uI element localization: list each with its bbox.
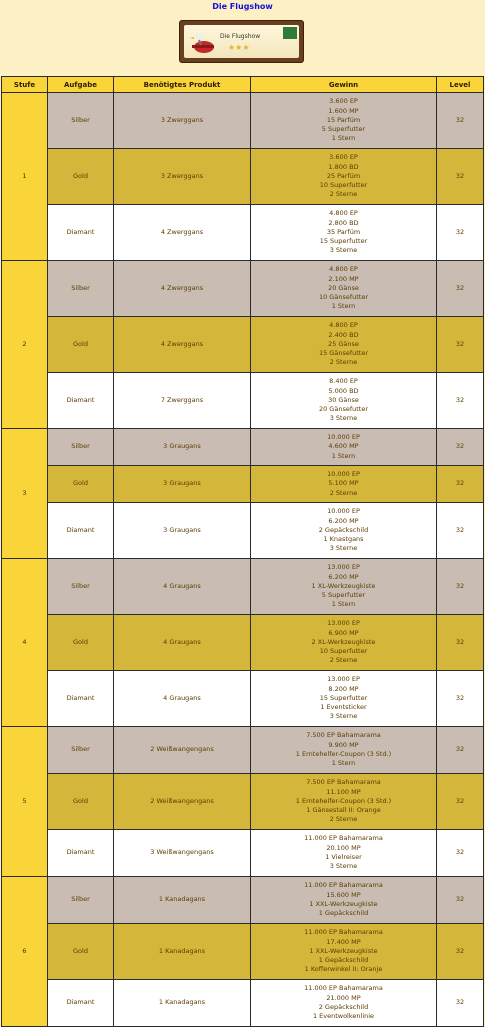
- stufe-cell: 3: [2, 429, 48, 559]
- aufgabe-cell: Silber: [48, 93, 114, 149]
- ribbon-icon: [283, 27, 297, 39]
- aufgabe-cell: Gold: [48, 774, 114, 830]
- gewinn-line: 1 Eventsticker: [320, 703, 367, 712]
- gewinn-line: 2 XL-Werkzeugkiste: [311, 637, 376, 646]
- produkt-cell: 4 Zwerggans: [114, 261, 251, 317]
- gewinn-cell: [251, 205, 437, 261]
- rewards-table: [1, 76, 484, 1027]
- gewinn-line: 25 Gänse: [328, 339, 359, 348]
- gewinn-line: 1 Eventwolkenlinie: [312, 1012, 375, 1021]
- goose-icon: [188, 28, 218, 58]
- produkt-cell: 4 Zwerggans: [114, 205, 251, 261]
- header-level: Level: [437, 77, 484, 93]
- gewinn-line: 4.800 EP: [329, 265, 358, 274]
- table-row: [2, 727, 484, 774]
- gewinn-line: 2 Sterne: [329, 358, 358, 367]
- header-gewinn: Gewinn: [251, 77, 437, 93]
- aufgabe-cell: Gold: [48, 466, 114, 503]
- gewinn-line: 4.800 EP: [329, 209, 358, 218]
- table-row: [2, 466, 484, 503]
- gewinn-line: 13.000 EP: [327, 619, 360, 628]
- gewinn-line: 3 Sterne: [329, 414, 358, 423]
- table-row: [2, 261, 484, 317]
- gewinn-line: 15 Superfutter: [319, 693, 368, 702]
- page-title[interactable]: Die Flugshow: [212, 2, 273, 11]
- stufe-cell: 6: [2, 877, 48, 1027]
- gewinn-cell: [251, 830, 437, 877]
- level-cell: 32: [437, 466, 484, 503]
- gewinn-line: 5 Superfutter: [321, 125, 366, 134]
- gewinn-cell: [251, 317, 437, 373]
- stufe-cell: 2: [2, 261, 48, 429]
- gewinn-line: 6.200 MP: [328, 516, 359, 525]
- gewinn-line: 15.600 MP: [326, 890, 361, 899]
- level-cell: 32: [437, 93, 484, 149]
- header-aufgabe: Aufgabe: [48, 77, 114, 93]
- aufgabe-cell: Silber: [48, 559, 114, 615]
- level-cell: 32: [437, 671, 484, 727]
- table-header-row: [2, 77, 484, 93]
- gewinn-line: 13.000 EP: [327, 675, 360, 684]
- gewinn-line: 1 Stern: [331, 759, 356, 768]
- gewinn-line: 1.800 BD: [328, 162, 359, 171]
- gewinn-cell: [251, 559, 437, 615]
- table-row: [2, 559, 484, 615]
- gewinn-line: 1 Kofferwinkel II: Oranje: [304, 965, 383, 974]
- table-row: [2, 503, 484, 559]
- gewinn-line: 20.100 MP: [326, 843, 361, 852]
- gewinn-cell: [251, 980, 437, 1027]
- gewinn-line: 11.000 EP Bahamarama: [304, 881, 383, 890]
- gewinn-cell: [251, 466, 437, 503]
- gewinn-line: 10.000 EP: [327, 507, 360, 516]
- gewinn-line: 6.200 MP: [328, 572, 359, 581]
- gewinn-line: 4.600 MP: [328, 442, 359, 451]
- gewinn-line: 2 Gepäckschild: [318, 525, 369, 534]
- aufgabe-cell: Gold: [48, 924, 114, 980]
- level-cell: 32: [437, 774, 484, 830]
- gewinn-line: 20 Gänse: [328, 283, 359, 292]
- gewinn-line: 2.800 BD: [328, 218, 359, 227]
- produkt-cell: 4 Graugans: [114, 615, 251, 671]
- gewinn-line: 2 Sterne: [329, 656, 358, 665]
- level-cell: 32: [437, 559, 484, 615]
- level-cell: 32: [437, 503, 484, 559]
- banner-label: Die Flugshow: [220, 33, 261, 40]
- gewinn-cell: [251, 877, 437, 924]
- table-row: [2, 924, 484, 980]
- produkt-cell: 2 Weißwangengans: [114, 774, 251, 830]
- stufe-cell: 1: [2, 93, 48, 261]
- table-row: [2, 93, 484, 149]
- gewinn-cell: [251, 261, 437, 317]
- gewinn-cell: [251, 727, 437, 774]
- level-cell: 32: [437, 149, 484, 205]
- aufgabe-cell: Silber: [48, 727, 114, 774]
- gewinn-line: 8.200 MP: [328, 684, 359, 693]
- gewinn-line: 1 Erntehelfer-Coupon (3 Std.): [295, 796, 392, 805]
- gewinn-cell: [251, 93, 437, 149]
- gewinn-line: 10.000 EP: [327, 433, 360, 442]
- gewinn-line: 3 Sterne: [329, 862, 358, 871]
- gewinn-line: 3.600 EP: [329, 97, 358, 106]
- table-row: [2, 671, 484, 727]
- level-cell: 32: [437, 373, 484, 429]
- gewinn-line: 10 Superfutter: [319, 181, 368, 190]
- gewinn-line: 6.900 MP: [328, 628, 359, 637]
- produkt-cell: 4 Graugans: [114, 671, 251, 727]
- gewinn-line: 7.500 EP Bahamarama: [306, 778, 381, 787]
- gewinn-line: 1 Stern: [331, 451, 356, 460]
- gewinn-cell: [251, 373, 437, 429]
- gewinn-line: 17.400 MP: [326, 937, 361, 946]
- gewinn-line: 1 Stern: [331, 302, 356, 311]
- gewinn-line: 20 Gänsefutter: [318, 405, 369, 414]
- gewinn-cell: [251, 149, 437, 205]
- gewinn-line: 21.000 MP: [326, 993, 361, 1002]
- gewinn-line: 5 Superfutter: [321, 591, 366, 600]
- quest-banner-frame: [179, 20, 304, 63]
- level-cell: 32: [437, 317, 484, 373]
- gewinn-line: 9.900 MP: [328, 740, 359, 749]
- gewinn-line: 11.000 EP Bahamarama: [304, 928, 383, 937]
- gewinn-line: 2 Sterne: [329, 815, 358, 824]
- gewinn-line: 1 Erntehelfer-Coupon (3 Std.): [295, 750, 392, 758]
- gewinn-line: 2.400 BD: [328, 330, 359, 339]
- gewinn-line: 15 Gänsefutter: [318, 349, 369, 358]
- stufe-cell: 5: [2, 727, 48, 877]
- gewinn-line: 2 Sterne: [329, 190, 358, 199]
- gewinn-line: 3 Sterne: [329, 246, 358, 255]
- gewinn-cell: [251, 924, 437, 980]
- gewinn-line: 1 Gepäckschild: [318, 909, 369, 918]
- gewinn-line: 1 Stern: [331, 600, 356, 609]
- aufgabe-cell: Gold: [48, 317, 114, 373]
- gewinn-line: 10 Gänsefutter: [318, 293, 369, 302]
- level-cell: 32: [437, 727, 484, 774]
- table-row: [2, 774, 484, 830]
- level-cell: 32: [437, 980, 484, 1027]
- star-icons: ★★★: [228, 43, 250, 52]
- header-produkt: Benötigtes Produkt: [114, 77, 251, 93]
- stufe-cell: 4: [2, 559, 48, 727]
- level-cell: 32: [437, 261, 484, 317]
- aufgabe-cell: Diamant: [48, 503, 114, 559]
- gewinn-cell: [251, 774, 437, 830]
- produkt-cell: 3 Graugans: [114, 466, 251, 503]
- gewinn-line: 1 Gepäckschild: [318, 956, 369, 965]
- table-row: [2, 830, 484, 877]
- table-row: [2, 877, 484, 924]
- aufgabe-cell: Gold: [48, 615, 114, 671]
- gewinn-line: 1.600 MP: [328, 106, 359, 115]
- table-body: [2, 93, 484, 1027]
- aufgabe-cell: Silber: [48, 429, 114, 466]
- gewinn-line: 5.100 MP: [328, 479, 359, 488]
- level-cell: 32: [437, 429, 484, 466]
- gewinn-line: 1 Vielreiser: [325, 853, 362, 861]
- gewinn-line: 30 Gänse: [328, 395, 359, 404]
- produkt-cell: 1 Kanadagans: [114, 980, 251, 1027]
- gewinn-cell: [251, 671, 437, 727]
- gewinn-line: 1 Knastgans: [323, 535, 364, 544]
- level-cell: 32: [437, 877, 484, 924]
- aufgabe-cell: Diamant: [48, 671, 114, 727]
- aufgabe-cell: Gold: [48, 149, 114, 205]
- produkt-cell: 4 Zwerggans: [114, 317, 251, 373]
- gewinn-cell: [251, 429, 437, 466]
- aufgabe-cell: Diamant: [48, 205, 114, 261]
- gewinn-line: 11.000 EP Bahamarama: [304, 984, 383, 993]
- gewinn-line: 1 XXL-Werkzeugkiste: [309, 946, 378, 955]
- gewinn-line: 2.100 MP: [328, 274, 359, 283]
- produkt-cell: 3 Weißwangengans: [114, 830, 251, 877]
- aufgabe-cell: Diamant: [48, 830, 114, 877]
- table-row: [2, 980, 484, 1027]
- table-row: [2, 615, 484, 671]
- table-row: [2, 429, 484, 466]
- level-cell: 32: [437, 205, 484, 261]
- table-row: [2, 373, 484, 429]
- gewinn-line: 1 Stern: [331, 134, 356, 143]
- level-cell: 32: [437, 615, 484, 671]
- gewinn-cell: [251, 503, 437, 559]
- table-row: [2, 205, 484, 261]
- aufgabe-cell: Silber: [48, 261, 114, 317]
- quest-banner: [0, 15, 485, 75]
- gewinn-line: 15 Parfüm: [326, 115, 361, 124]
- produkt-cell: 3 Zwerggans: [114, 93, 251, 149]
- gewinn-line: 10.000 EP: [327, 470, 360, 479]
- produkt-cell: 4 Graugans: [114, 559, 251, 615]
- level-cell: 32: [437, 924, 484, 980]
- gewinn-cell: [251, 615, 437, 671]
- gewinn-line: 3 Sterne: [329, 544, 358, 553]
- gewinn-line: 10 Superfutter: [319, 647, 368, 656]
- produkt-cell: 3 Zwerggans: [114, 149, 251, 205]
- level-cell: 32: [437, 830, 484, 877]
- aufgabe-cell: Diamant: [48, 980, 114, 1027]
- gewinn-line: 3.600 EP: [329, 153, 358, 162]
- aufgabe-cell: Diamant: [48, 373, 114, 429]
- table-row: [2, 317, 484, 373]
- gewinn-line: 3 Sterne: [329, 712, 358, 721]
- gewinn-line: 4.800 EP: [329, 321, 358, 330]
- gewinn-line: 13.000 EP: [327, 563, 360, 572]
- table-row: [2, 149, 484, 205]
- produkt-cell: 1 Kanadagans: [114, 877, 251, 924]
- produkt-cell: 3 Graugans: [114, 503, 251, 559]
- gewinn-line: 1 Gänsestall II: Orange: [306, 806, 381, 815]
- gewinn-line: 8.400 EP: [329, 377, 358, 386]
- gewinn-line: 1 XXL-Werkzeugkiste: [309, 900, 378, 908]
- gewinn-line: 5.000 BD: [328, 386, 359, 395]
- gewinn-line: 1 XL-Werkzeugkiste: [311, 581, 376, 590]
- gewinn-line: 11.000 EP Bahamarama: [304, 834, 383, 843]
- gewinn-line: 25 Parfüm: [326, 171, 361, 180]
- gewinn-line: 35 Parfüm: [326, 227, 361, 236]
- produkt-cell: 2 Weißwangengans: [114, 727, 251, 774]
- gewinn-line: 2 Sterne: [329, 488, 358, 497]
- produkt-cell: 7 Zwerggans: [114, 373, 251, 429]
- gewinn-line: 11.100 MP: [326, 787, 361, 796]
- gewinn-line: 15 Superfutter: [319, 237, 368, 246]
- gewinn-line: 2 Gepäckschild: [318, 1003, 369, 1011]
- header-stufe: Stufe: [2, 77, 48, 93]
- gewinn-line: 7.500 EP Bahamarama: [306, 731, 381, 740]
- produkt-cell: 1 Kanadagans: [114, 924, 251, 980]
- produkt-cell: 3 Graugans: [114, 429, 251, 466]
- rating-stars: [228, 43, 250, 52]
- aufgabe-cell: Silber: [48, 877, 114, 924]
